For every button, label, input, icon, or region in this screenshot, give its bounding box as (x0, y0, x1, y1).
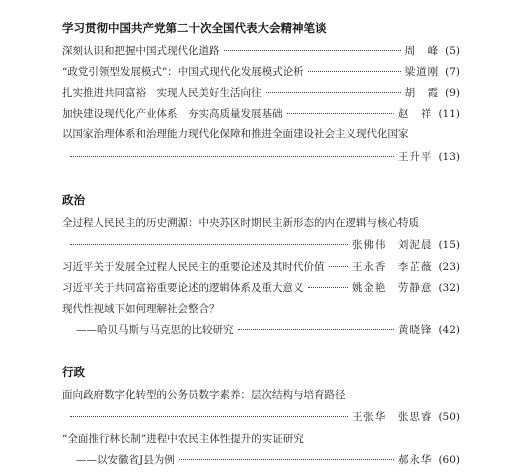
entry-page: (7) (445, 66, 460, 78)
entry-page: (50) (438, 411, 460, 423)
section-heading: 学习贯彻中国共产党第二十次全国代表大会精神笔谈 (62, 21, 327, 35)
entry-subtitle: ——哈贝马斯与马克思的比较研究 (76, 324, 234, 336)
dot-leader (179, 459, 394, 460)
entry-author: 姚金艳 劳静意 (351, 282, 433, 294)
entry-page: (60) (438, 454, 460, 466)
toc-entry[interactable] (62, 106, 460, 121)
entry-author: 郝永华 (397, 454, 433, 466)
entry-page: (15) (438, 239, 460, 251)
toc-entry[interactable] (62, 64, 460, 79)
entry-author: 王永香 李芷薇 (351, 261, 433, 273)
entry-author: 张佛伟 刘泥晨 (351, 239, 433, 251)
dot-leader (70, 416, 348, 417)
entry-author: 王升平 (397, 151, 433, 163)
entry-title: 扎实推进共同富裕 实现人民美好生活向往 (62, 87, 262, 99)
entry-page: (9) (445, 87, 460, 99)
dot-leader (224, 50, 401, 51)
entry-author: 王张华 张思睿 (351, 411, 433, 423)
dot-leader (266, 92, 401, 93)
entry-author-line (62, 237, 460, 252)
section-heading: 行政 (62, 365, 85, 379)
section-heading: 政治 (62, 193, 85, 207)
entry-author: 黄晓锋 (397, 324, 433, 336)
dot-leader (238, 329, 394, 330)
entry-title[interactable]: 面向政府数字化转型的公务员数字素养：层次结构与培育路径 (62, 389, 346, 401)
entry-author: 周 峰 (404, 45, 440, 57)
entry-page: (42) (438, 324, 460, 336)
dot-leader (308, 287, 348, 288)
toc-entry-subtitle (62, 322, 460, 337)
entry-page: (23) (438, 261, 460, 273)
toc-entry[interactable] (62, 85, 460, 100)
dot-leader (329, 266, 348, 267)
entry-title: 加快建设现代化产业体系 夯实高质量发展基础 (62, 108, 283, 120)
dot-leader (308, 71, 401, 72)
entry-title: 习近平关于发展全过程人民民主的重要论述及其时代价值 (62, 261, 325, 273)
entry-title: “政党引领型发展模式”：中国式现代化发展模式论析 (62, 66, 304, 78)
entry-title: 深刻认识和把握中国式现代化道路 (62, 45, 220, 57)
toc-entry[interactable] (62, 43, 460, 58)
entry-title[interactable]: “全面推行林长制”进程中农民主体性提升的实证研究 (62, 433, 304, 445)
entry-author: 胡 霞 (404, 87, 440, 99)
entry-author: 赵 祥 (397, 108, 433, 120)
entry-page: (11) (438, 108, 460, 120)
toc-entry-subtitle (62, 452, 460, 467)
entry-author-line (62, 149, 460, 164)
entry-page: (32) (438, 282, 460, 294)
entry-title[interactable]: 全过程人民民主的历史溯源：中央苏区时期民主新形态的内在逻辑与核心特质 (62, 217, 419, 229)
entry-title: 习近平关于共同富裕重要论述的逻辑体系及重大意义 (62, 282, 304, 294)
dot-leader (70, 156, 394, 157)
entry-page: (13) (438, 151, 460, 163)
entry-author: 梁道刚 (404, 66, 440, 78)
entry-author-line (62, 409, 460, 424)
dot-leader (287, 113, 394, 114)
entry-page: (5) (445, 45, 460, 57)
entry-subtitle: ——以安徽省J县为例 (76, 454, 175, 466)
entry-title[interactable]: 现代性视域下如何理解社会整合？ (62, 303, 220, 315)
toc-entry[interactable] (62, 280, 460, 295)
dot-leader (70, 244, 348, 245)
toc-entry[interactable] (62, 259, 460, 274)
entry-title[interactable]: 以国家治理体系和治理能力现代化保障和推进全面建设社会主义现代化国家 (62, 128, 409, 140)
